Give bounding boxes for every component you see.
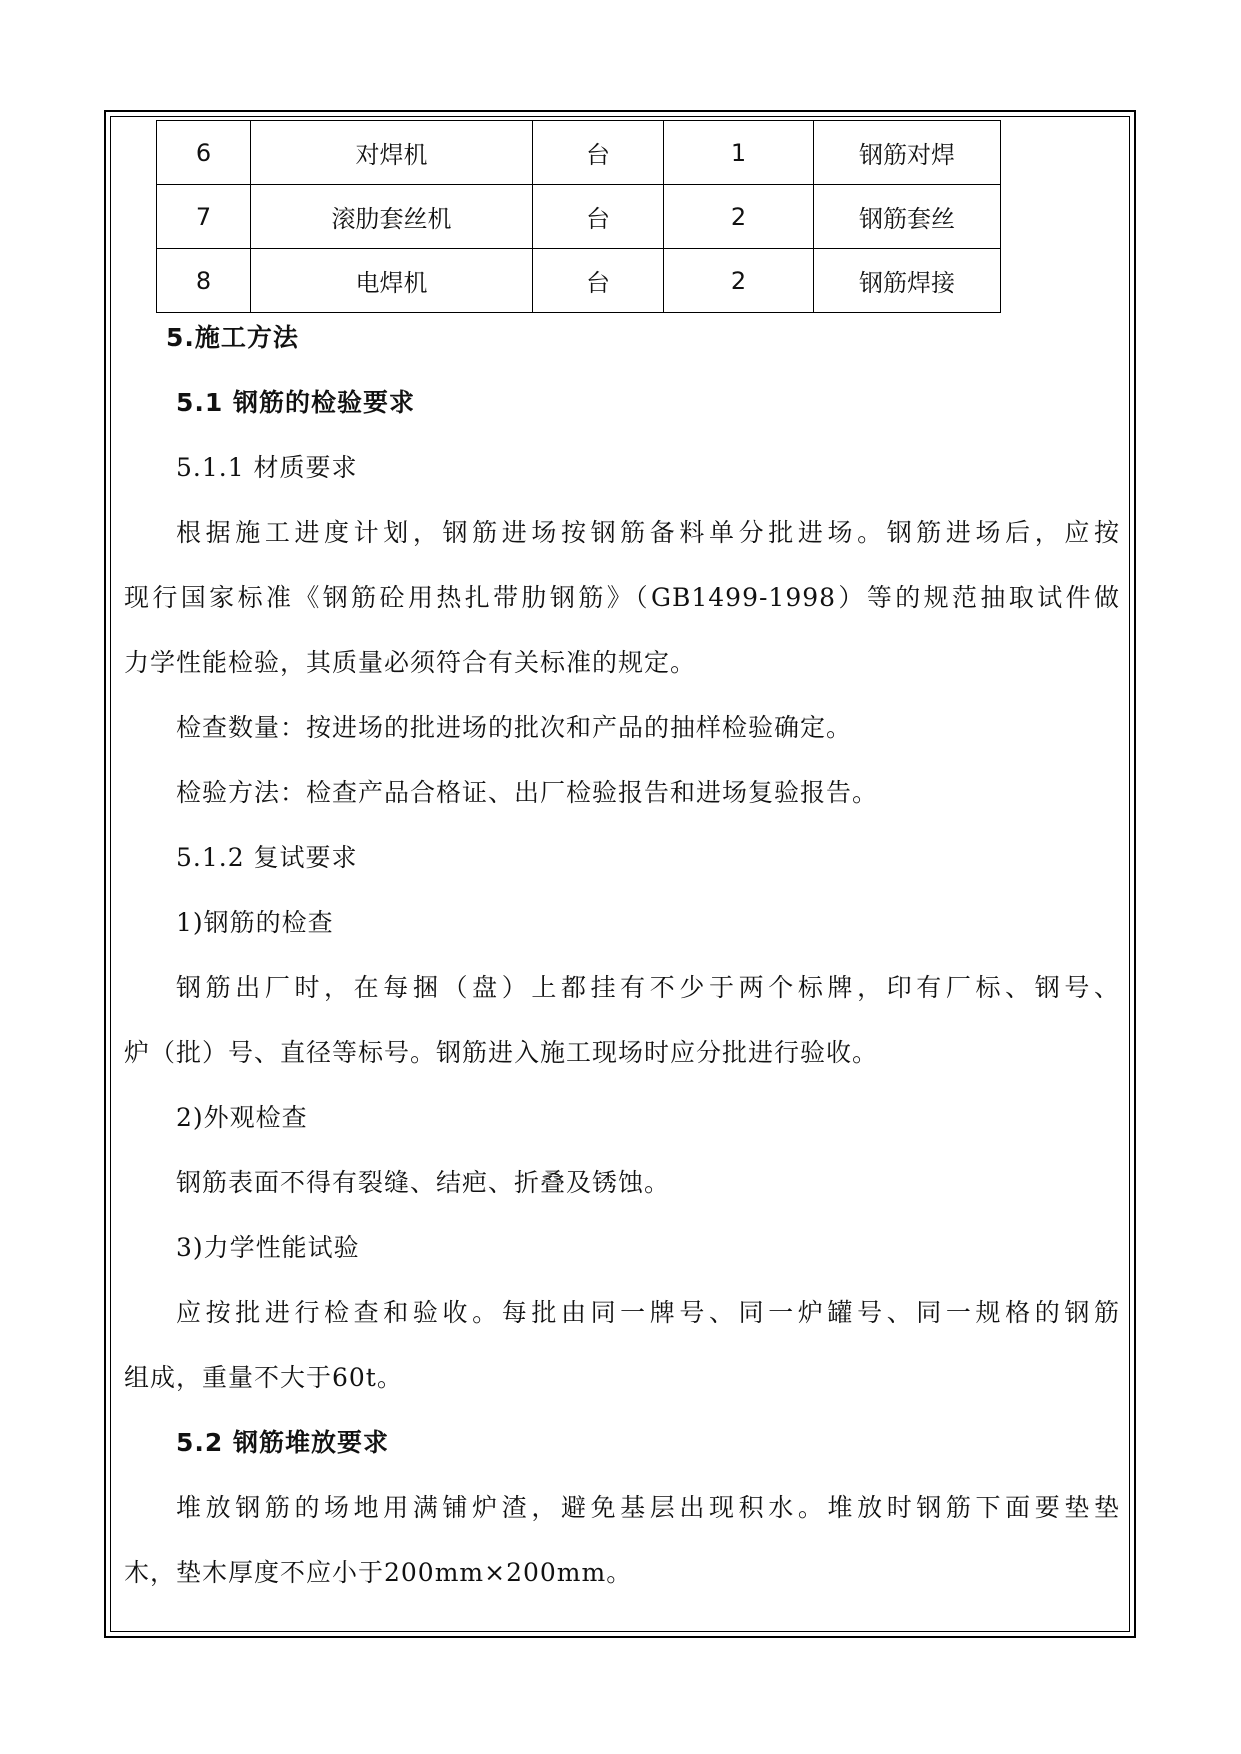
paragraph-line: 检查数量：按进场的批进场的批次和产品的抽样检验确定。 xyxy=(176,713,853,742)
section-heading-5-1-1: 5.1.1 材质要求 xyxy=(176,453,358,482)
cell-name: 电焊机 xyxy=(251,249,533,313)
paragraph-line: 应按批进行检查和验收。每批由同一牌号、同一炉罐号、同一规格的钢筋 xyxy=(176,1298,1120,1327)
cell-no: 7 xyxy=(157,185,251,249)
list-item-heading: 2)外观检查 xyxy=(176,1103,308,1132)
cell-unit: 台 xyxy=(533,249,664,313)
table-row xyxy=(157,249,1001,313)
list-item-heading: 3)力学性能试验 xyxy=(176,1233,360,1262)
section-heading-5-1: 5.1 钢筋的检验要求 xyxy=(176,388,415,417)
paragraph-line: 堆放钢筋的场地用满铺炉渣，避免基层出现积水。堆放时钢筋下面要垫垫 xyxy=(176,1493,1120,1522)
paragraph-line: 现行国家标准《钢筋砼用热扎带肋钢筋》（GB1499-1998）等的规范抽取试件做 xyxy=(124,583,1120,612)
section-heading-5: 5.施工方法 xyxy=(166,323,299,352)
section-heading-5-2: 5.2 钢筋堆放要求 xyxy=(176,1428,389,1457)
paragraph-line: 根据施工进度计划，钢筋进场按钢筋备料单分批进场。钢筋进场后，应按 xyxy=(176,518,1120,547)
list-item-heading: 1)钢筋的检查 xyxy=(176,908,334,937)
paragraph-line: 钢筋出厂时，在每捆（盘）上都挂有不少于两个标牌，印有厂标、钢号、 xyxy=(176,973,1120,1002)
cell-use: 钢筋套丝 xyxy=(814,185,1001,249)
paragraph-line: 木，垫木厚度不应小于200mm×200mm。 xyxy=(124,1558,633,1587)
equipment-table xyxy=(156,120,1001,313)
cell-qty: 2 xyxy=(664,249,814,313)
cell-qty: 2 xyxy=(664,185,814,249)
cell-use: 钢筋对焊 xyxy=(814,121,1001,185)
table-row xyxy=(157,121,1001,185)
document-body xyxy=(124,305,1120,1605)
cell-name: 滚肋套丝机 xyxy=(251,185,533,249)
paragraph-line: 钢筋表面不得有裂缝、结疤、折叠及锈蚀。 xyxy=(176,1168,671,1197)
cell-unit: 台 xyxy=(533,185,664,249)
cell-name: 对焊机 xyxy=(251,121,533,185)
page-frame xyxy=(104,110,1136,1638)
paragraph-line: 检验方法：检查产品合格证、出厂检验报告和进场复验报告。 xyxy=(176,778,879,807)
cell-no: 8 xyxy=(157,249,251,313)
cell-use: 钢筋焊接 xyxy=(814,249,1001,313)
paragraph-line: 炉（批）号、直径等标号。钢筋进入施工现场时应分批进行验收。 xyxy=(124,1038,879,1067)
paragraph-line: 组成，重量不大于60t。 xyxy=(124,1363,403,1392)
paragraph-line: 力学性能检验，其质量必须符合有关标准的规定。 xyxy=(124,648,697,677)
cell-no: 6 xyxy=(157,121,251,185)
section-heading-5-1-2: 5.1.2 复试要求 xyxy=(176,843,358,872)
cell-qty: 1 xyxy=(664,121,814,185)
table-row xyxy=(157,185,1001,249)
cell-unit: 台 xyxy=(533,121,664,185)
